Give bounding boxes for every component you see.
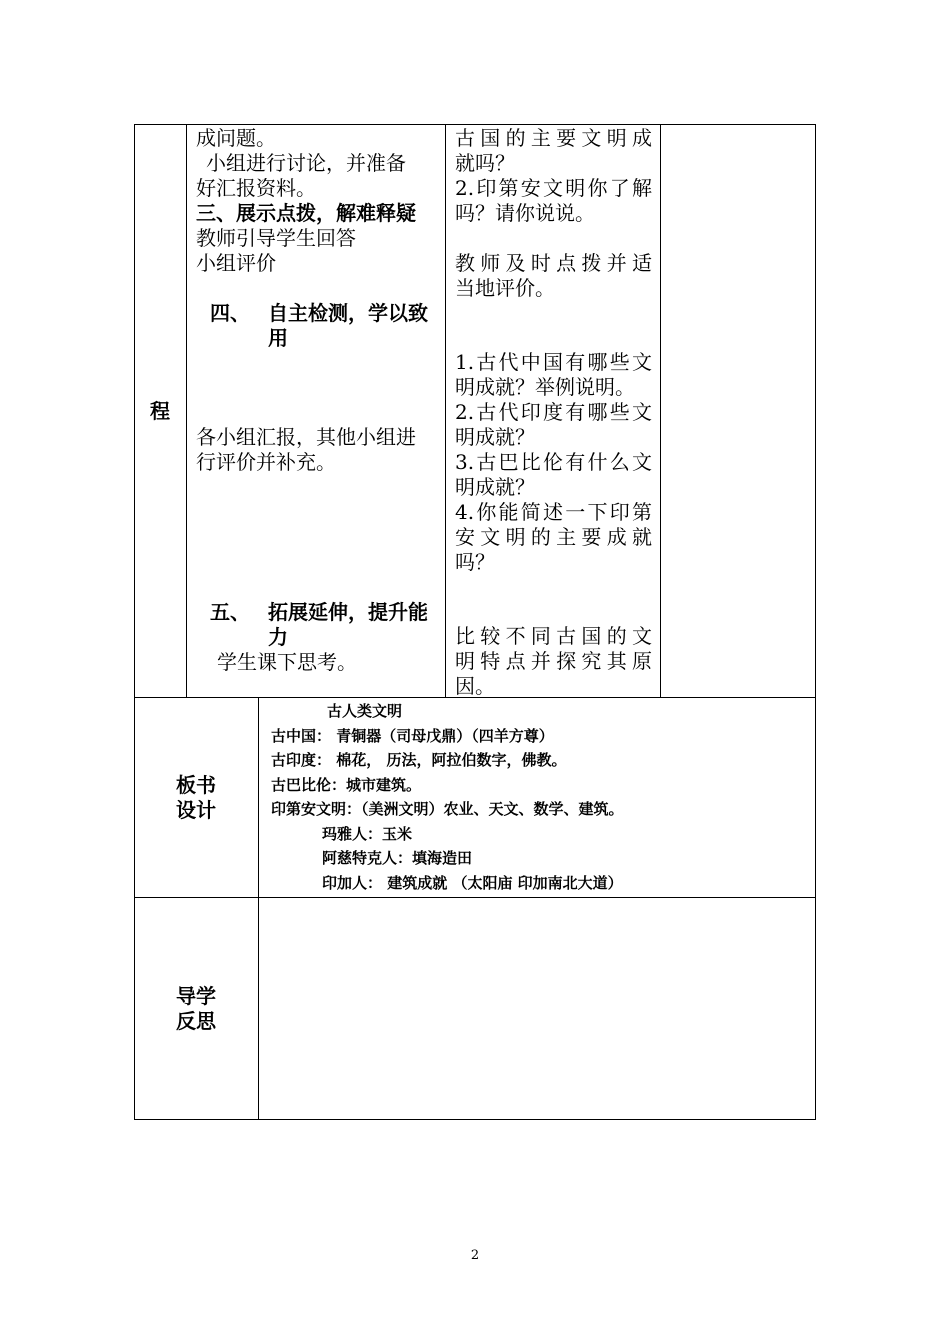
step4-number: 四、 (210, 301, 250, 325)
teacher-line: 就吗？ (455, 151, 515, 175)
process-side-label: 程 (150, 399, 170, 423)
teacher-line: 吗？ (455, 550, 495, 574)
student-line: 小组进行讨论，并准备 (206, 151, 406, 175)
reflection-label-line2: 反思 (176, 1009, 216, 1033)
board-design-label (134, 773, 258, 823)
step5-title-cont: 力 (268, 625, 288, 649)
teacher-line: 明成就？ (455, 475, 535, 499)
teacher-activity-column (446, 124, 660, 697)
student-line: 小组评价 (196, 251, 276, 275)
teacher-line: 吗？请你说说。 (455, 201, 595, 225)
teacher-line: 3.古巴比伦有什么文 (455, 450, 652, 474)
board-line-inca: 印加人： 建筑成就 （太阳庙 印加南北大道） (322, 874, 623, 892)
student-line: 各小组汇报，其他小组进 (196, 425, 416, 449)
teacher-line: 明成就？举例说明。 (455, 375, 635, 399)
board-line-maya: 玛雅人：玉米 (322, 825, 413, 843)
teacher-line: 当地评价。 (455, 276, 555, 300)
page-number: 2 (470, 1248, 480, 1263)
board-line-india: 古印度： 棉花， 历法，阿拉伯数字，佛教。 (271, 751, 567, 769)
student-line: 学生课下思考。 (217, 650, 357, 674)
board-line-indian-americas: 印第安文明：（美洲文明）农业、天文、数学、建筑。 (271, 800, 624, 818)
teacher-line: 比较不同古国的文 (455, 624, 652, 648)
board-design-label-line2: 设计 (176, 798, 216, 822)
student-line: 教师引导学生回答 (196, 226, 356, 250)
board-design-label-line1: 板书 (176, 773, 216, 797)
teacher-line: 教师及时点拨并适 (455, 251, 652, 275)
teacher-line: 2.印第安文明你了解 (455, 176, 652, 200)
student-line: 成问题。 (196, 126, 276, 150)
table-border-right (815, 124, 816, 1120)
reflection-content-cell[interactable] (259, 898, 815, 1119)
step4-title: 自主检测，学以致 (268, 301, 428, 325)
teacher-line: 4.你能简述一下印第 (455, 500, 652, 524)
step5-title: 拓展延伸，提升能 (268, 600, 428, 624)
board-line-aztec: 阿慈特克人：填海造田 (322, 849, 473, 867)
step4-title-cont: 用 (268, 326, 288, 350)
student-activity-column (187, 124, 445, 697)
teacher-line: 明特点并探究其原 (455, 649, 652, 673)
teacher-line: 明成就？ (455, 425, 535, 449)
teacher-line: 因。 (455, 674, 495, 698)
teacher-line: 2.古代印度有哪些文 (455, 400, 652, 424)
table-border-bottom (134, 1119, 816, 1120)
board-line-babylon: 古巴比伦：城市建筑。 (271, 776, 422, 794)
teacher-line: 古国的主要文明成 (455, 126, 652, 150)
teacher-line: 1.古代中国有哪些文 (455, 350, 652, 374)
student-line: 好汇报资料。 (196, 176, 316, 200)
step3-heading: 三、展示点拨，解难释疑 (196, 201, 416, 225)
teacher-line: 安文明的主要成就 (455, 525, 652, 549)
board-title: 古人类文明 (327, 702, 403, 720)
reflection-label (134, 984, 258, 1034)
board-line-china: 古中国： 青铜器（司母戊鼎）（四羊方尊） (271, 727, 554, 745)
step5-number: 五、 (210, 600, 250, 624)
reflection-label-line1: 导学 (176, 984, 216, 1008)
student-line: 行评价并补充。 (196, 450, 336, 474)
table-border-left (134, 124, 135, 1120)
col-divider-notes (660, 124, 661, 698)
